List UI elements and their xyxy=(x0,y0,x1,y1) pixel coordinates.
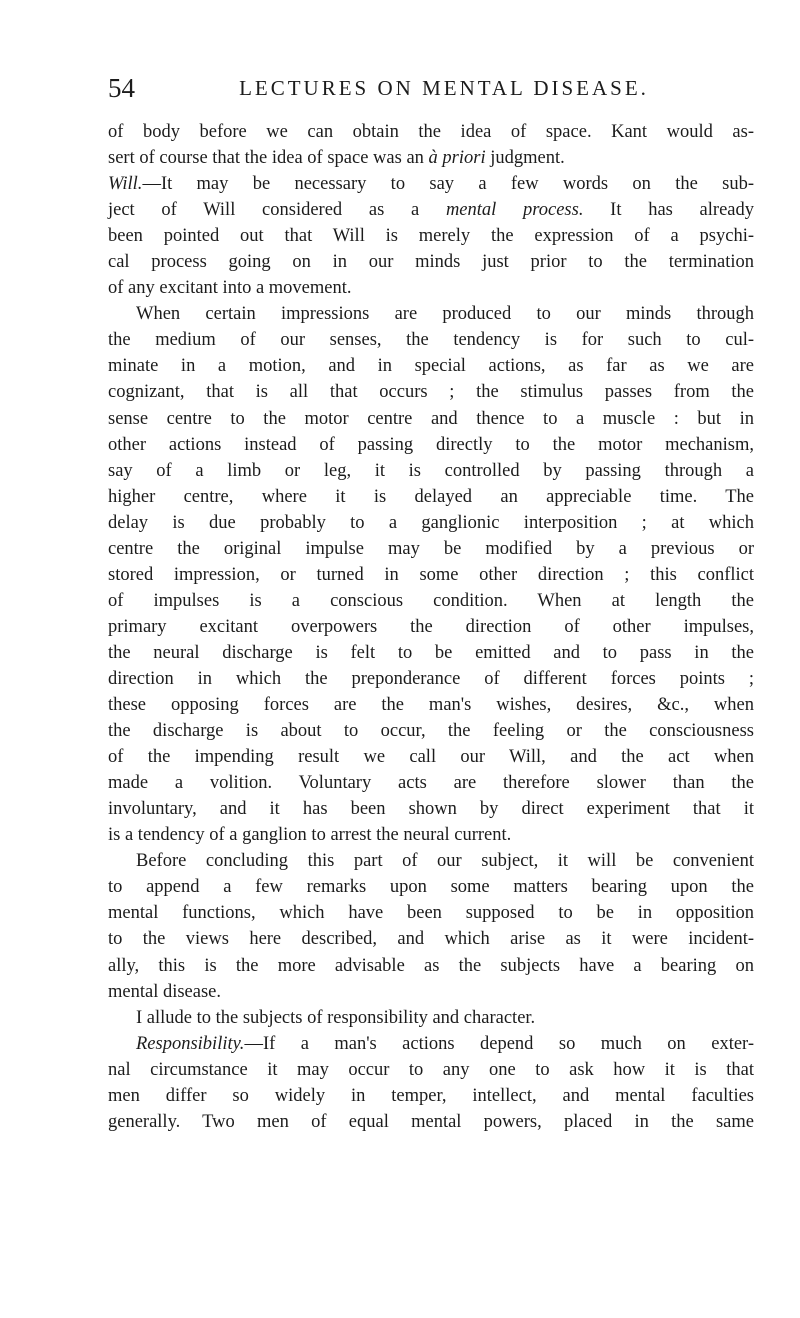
text-run: cal process going on in our minds just prior to the termination xyxy=(108,252,754,273)
text-line xyxy=(108,979,754,1005)
text-line xyxy=(108,536,754,562)
text-run: minate in a motion, and in special actions, as far as we are xyxy=(108,356,754,377)
text-run: involuntary, and it has been shown by direct experiment that it xyxy=(108,799,754,820)
text-run: say of a limb or leg, it is controlled by passing through a xyxy=(108,460,754,481)
text-run: of impulses is a conscious condition. When at length the xyxy=(108,590,754,611)
text-line xyxy=(108,614,754,640)
text-run: stored impression, or turned in some other direction ; this conflict xyxy=(108,564,754,585)
text-line xyxy=(108,666,754,692)
text-line xyxy=(108,1109,754,1135)
text-run: of body before we can obtain the idea of space. Kant would as- xyxy=(108,122,754,142)
text-line xyxy=(108,770,754,796)
text-run: of the impending result we call our Will, and the act when xyxy=(108,747,754,768)
running-head: LECTURES ON MENTAL DISEASE. xyxy=(239,76,649,100)
text-run: made a volition. Voluntary acts are therefore slower than the xyxy=(108,773,754,794)
page-header xyxy=(108,68,748,108)
italic-text: à priori xyxy=(428,148,486,169)
text-line xyxy=(108,327,754,353)
text-run: been pointed out that Will is merely the expression of a psychi- xyxy=(108,226,754,247)
text-run: sense centre to the motor centre and thence to a muscle : but in xyxy=(108,408,754,429)
text-run: the neural discharge is felt to be emitted and to pass in the xyxy=(108,642,754,663)
text-line xyxy=(108,484,754,510)
text-line xyxy=(108,353,754,379)
text-line xyxy=(108,510,754,536)
text-run: generally. Two men of equal mental powers, placed in the same xyxy=(108,1111,754,1132)
text-line xyxy=(108,197,754,223)
text-line xyxy=(108,406,754,432)
text-line xyxy=(108,145,754,171)
text-line xyxy=(108,223,754,249)
text-run: I allude to the subjects of responsibility and character. xyxy=(136,1007,536,1028)
text-run: sert of course that the idea of space was an xyxy=(108,148,429,169)
text-line xyxy=(108,822,754,848)
text-run: nal circumstance it may occur to any one to ask how it is that xyxy=(108,1059,754,1080)
text-run: higher centre, where it is delayed an appreciable time. The xyxy=(108,486,754,507)
text-run: mental disease. xyxy=(108,981,222,1002)
text-line xyxy=(108,458,754,484)
text-run: centre the original impulse may be modified by a previous or xyxy=(108,538,754,559)
text-line xyxy=(108,1083,754,1109)
text-line xyxy=(108,119,754,145)
text-line xyxy=(108,1031,754,1057)
text-run: When certain impressions are produced to our minds through xyxy=(136,304,754,325)
text-run: men differ so widely in temper, intellect, and mental faculties xyxy=(108,1085,754,1106)
text-run: ally, this is the more advisable as the subjects have a bearing on xyxy=(108,955,754,976)
text-run: the discharge is about to occur, the feeling or the consciousness xyxy=(108,721,754,742)
page-number: 54 xyxy=(108,73,135,103)
text-line xyxy=(108,275,754,301)
text-run: the medium of our senses, the tendency is for such to cul- xyxy=(108,330,754,351)
text-run: of any excitant into a movement. xyxy=(108,278,352,299)
text-line xyxy=(108,900,754,926)
text-line xyxy=(108,692,754,718)
italic-text: Will. xyxy=(108,174,143,195)
text-run: direction in which the preponderance of different forces points ; xyxy=(108,668,754,689)
italic-text: Responsibility. xyxy=(136,1033,245,1054)
text-line xyxy=(108,249,754,275)
body-text xyxy=(108,119,754,1135)
text-run: —If a man's actions depend so much on exter- xyxy=(244,1033,754,1054)
text-run: ject of Will considered as a xyxy=(108,200,446,221)
text-run: delay is due probably to a ganglionic interposition ; at which xyxy=(108,512,754,533)
text-line xyxy=(108,171,754,197)
italic-text: mental process. xyxy=(445,200,584,221)
text-line xyxy=(108,1005,754,1031)
text-line xyxy=(108,640,754,666)
text-line xyxy=(108,718,754,744)
text-run: —It may be necessary to say a few words on the sub- xyxy=(142,174,754,195)
text-line xyxy=(108,301,754,327)
text-line xyxy=(108,379,754,405)
text-run: to the views here described, and which arise as it were incident- xyxy=(108,929,754,950)
text-line xyxy=(108,848,754,874)
text-run: these opposing forces are the man's wishes, desires, &c., when xyxy=(108,695,754,716)
text-run: to append a few remarks upon some matters bearing upon the xyxy=(108,877,754,898)
text-line xyxy=(108,874,754,900)
text-line xyxy=(108,1057,754,1083)
text-run: other actions instead of passing directly to the motor mechanism, xyxy=(108,434,754,455)
text-run: mental functions, which have been supposed to be in opposition xyxy=(108,903,754,924)
text-run: judgment. xyxy=(485,148,565,169)
text-line xyxy=(108,744,754,770)
text-line xyxy=(108,953,754,979)
text-run: is a tendency of a ganglion to arrest the neural current. xyxy=(108,825,512,846)
text-line xyxy=(108,926,754,952)
text-run: It has already xyxy=(583,200,754,221)
text-line xyxy=(108,588,754,614)
text-run: cognizant, that is all that occurs ; the stimulus passes from the xyxy=(108,382,754,403)
text-line xyxy=(108,796,754,822)
text-line xyxy=(108,432,754,458)
text-line xyxy=(108,562,754,588)
text-run: Before concluding this part of our subject, it will be convenient xyxy=(136,851,754,872)
text-run: primary excitant overpowers the direction of other impulses, xyxy=(108,616,754,637)
